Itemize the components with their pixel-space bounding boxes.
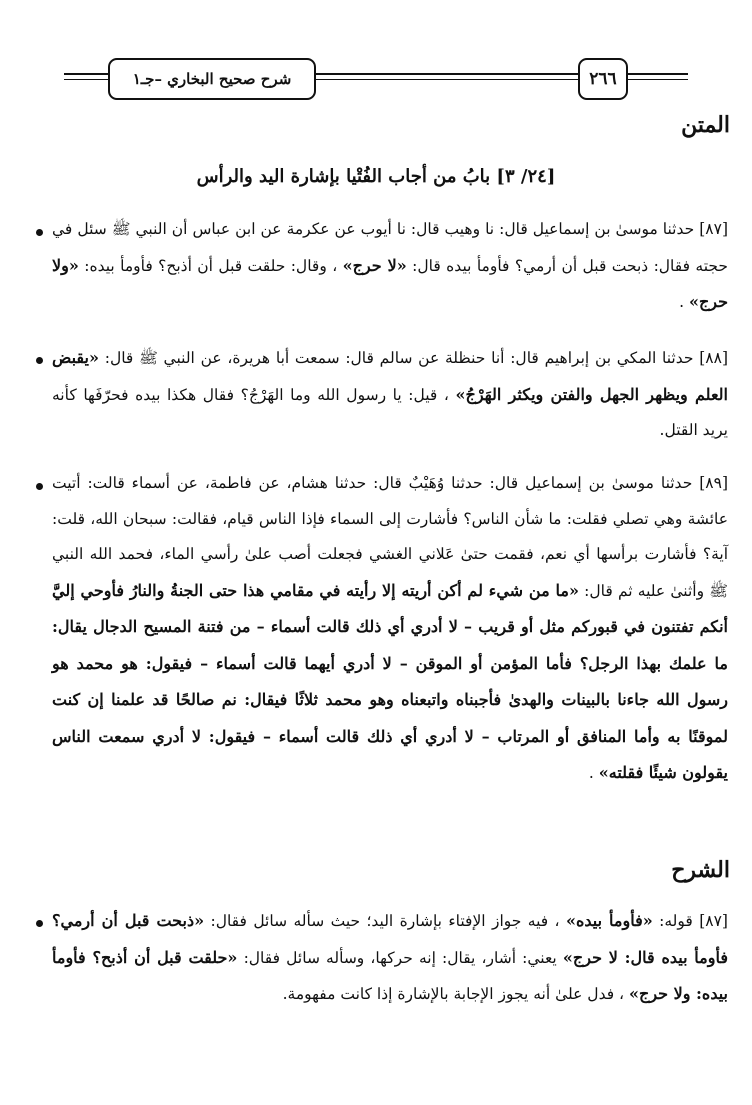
chapter-title: [٢٤/ ٣] بابُ من أجاب الفُتْيا بإشارة اليد والرأس (196, 166, 556, 187)
header-rule-right (626, 73, 688, 75)
header-rule-left-thin (64, 79, 108, 80)
hadith-87 (52, 212, 728, 321)
hadith-quote: «ما من شيء لم أكن أريته إلا رأيته في مقامي هذا حتى الجنةُ والنارُ فأوحي إليَّ أنكم تفتنون في قبوركم مثل أو قريب – لا أدري أي ذلك قالت أسماء – من فتنة المسيح الدجال يقال: ما علمك بهذا الرجل؟ فأما المؤمن أو الموقن – لا أدري أيهما قالت أسماء – فيقول: هو محمد هو رسول الله جاءنا بالبينات والهدىٰ فأجبناه واتبعناه وهو محمد ثلاثًا فيقال: نم صالحًا قد علمنا إن كنت لموقنًا به وأما المنافق أو المرتاب – لا أدري أي ذلك قالت أسماء – فيقول: لا أدري سمعت الناس يقولون شيئًا فقلته» (52, 580, 728, 782)
commentary-text: ، فدل علىٰ أنه يجوز الإجابة بالإشارة إذا كانت مفهومة. (282, 985, 625, 1003)
hadith-text: . (679, 293, 685, 311)
hadith-number: [٨٧] (699, 220, 728, 238)
commentary-text: ، فيه جواز الإفتاء بإشارة اليد؛ حيث سأله سائل فقال: (204, 912, 560, 930)
hadith-number: [٨٨] (699, 349, 728, 367)
hadith-text: ، قيل: يا رسول الله وما الهَرْجُ؟ فقال هكذا بيده فحرّفَها كأنه يريد القتل. (52, 385, 728, 439)
hadith-text: . (588, 764, 594, 782)
hadith-88 (52, 340, 728, 449)
hadith-text: حدثنا موسىٰ بن إسماعيل قال: نا وهيب قال: نا أيوب عن عكرمة عن ابن عباس أن النبي ﷺ سئل في حجته فقال: ذبحت قبل أن أرمي؟ فأومأ بيده قال: (52, 220, 728, 275)
commentary-87 (52, 903, 728, 1013)
bullet-icon (36, 483, 43, 490)
hadith-text: حدثنا المكي بن إبراهيم قال: أنا حنظلة عن سالم قال: سمعت أبا هريرة، عن النبي ﷺ قال: (98, 349, 694, 367)
hadith-89 (52, 466, 728, 792)
commentary-quote: «فأومأ بيده» (565, 911, 653, 930)
header-rule-middle (314, 73, 578, 75)
commentary-quote: «حلقت قبل أن أذبح؟ فأومأ بيده: ولا حرج» (52, 947, 728, 1003)
hadith-quote: «ولا حرج» (52, 255, 728, 311)
hadith-text: ، وقال: حلقت قبل أن أذبح؟ فأومأ بيده: (78, 256, 338, 275)
bullet-icon (36, 920, 43, 927)
commentary-quote: «ذبحت قبل أن أرمي؟ فأومأ بيده قال: لا حرج» (52, 911, 729, 967)
header-rule-left (64, 73, 108, 75)
bullet-icon (36, 357, 43, 364)
hadith-quote: «يقبض العلم ويظهر الجهل والفتن ويكثر الهَرْجُ» (52, 348, 728, 404)
commentary-text: يعني: أشار، يقال: إنه حركها، وسأله سائل فقال: (237, 948, 557, 967)
bullet-icon (36, 229, 43, 236)
commentary-number: [٨٧] (699, 912, 728, 930)
hadith-text: حدثنا موسىٰ بن إسماعيل قال: حدثنا وُهَيْبٌ قال: حدثنا هشام، عن فاطمة، عن أسماء قالت: أتيت عائشة وهي تصلي فقلت: ما شأن الناس؟ فأشارت إلى السماء فإذا الناس قيام، فقالت: سبحان الله، قلت: آية؟ فأشارت برأسها أي نعم، فقمت حتىٰ عَلاني الغشي فجعلت أصب علىٰ رأسي الماء، فحمد الله النبي ﷺ وأثنىٰ عليه ثم قال: (52, 474, 728, 600)
header-rule-middle-thin (314, 79, 578, 80)
running-title: شرح صحيح البخاري –جـ١ (108, 58, 316, 100)
matn-label: المتن (681, 112, 730, 138)
commentary-text: قوله: (652, 912, 693, 930)
hadith-quote: «لا حرج» (342, 255, 407, 275)
page-number: ٢٦٦ (578, 58, 628, 100)
header-rule-right-thin (626, 79, 688, 80)
sharh-label: الشرح (671, 857, 730, 883)
hadith-number: [٨٩] (699, 474, 728, 492)
